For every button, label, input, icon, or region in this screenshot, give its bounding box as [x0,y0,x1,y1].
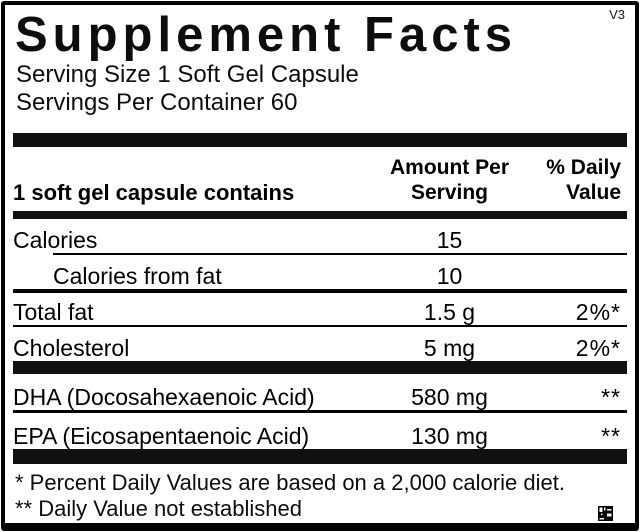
divider-thick-bottom [13,449,627,464]
row-amount: 5 mg [423,335,476,361]
row-daily-value [532,227,627,253]
column-header-daily-value [532,155,627,205]
table-row-dha [13,374,627,410]
row-name: EPA (Eicosapentaenoic Acid) [13,423,310,449]
column-header-daily-value-text: % Daily Value [546,156,621,204]
row-amount: 10 [436,263,463,289]
table-row-cholesterol [13,327,627,361]
row-name: Calories from fat [53,263,222,289]
row-amount: 15 [436,227,463,253]
footnote-daily-value-text: ** Daily Value not established [15,496,302,521]
column-header-row [13,147,627,211]
divider-thick-middle [13,361,627,374]
footnote-daily-value-row [15,496,627,522]
table-row-total-fat [13,293,627,325]
column-header-amount-per-serving [347,155,532,205]
row-name: DHA (Docosahexaenoic Acid) [13,384,315,410]
row-amount: 1.5 g [423,299,476,325]
serving-size-line: Serving Size 1 Soft Gel Capsule [16,61,359,88]
divider-medium-header [13,211,627,219]
footnote-percent-daily-values: * Percent Daily Values are based on a 2,000 calorie diet. [15,470,565,495]
row-name: Calories [13,227,98,253]
supplement-facts-panel [1,1,639,531]
printer-mark-icon [598,501,613,516]
row-amount: 130 mg [411,423,488,449]
version-tag: V3 [609,7,625,22]
row-daily-value: ** [601,384,621,410]
servings-per-container-line: Servings Per Container 60 [16,89,298,116]
row-daily-value: 2%* [575,299,621,325]
row-name: Total fat [13,299,94,325]
row-daily-value: ** [601,423,621,449]
row-daily-value: 2%* [575,335,621,361]
divider-thick-top [13,133,627,147]
panel-title: Supplement Facts [15,8,518,62]
table-row-calories [13,219,627,253]
row-name: Cholesterol [13,335,130,361]
column-header-contains: 1 soft gel capsule contains [13,180,295,205]
table-row-calories-from-fat [13,255,627,289]
row-daily-value [532,263,627,289]
table-row-epa [13,413,627,449]
column-header-amount-text: Amount Per Serving [389,156,509,204]
row-amount: 580 mg [411,384,488,410]
